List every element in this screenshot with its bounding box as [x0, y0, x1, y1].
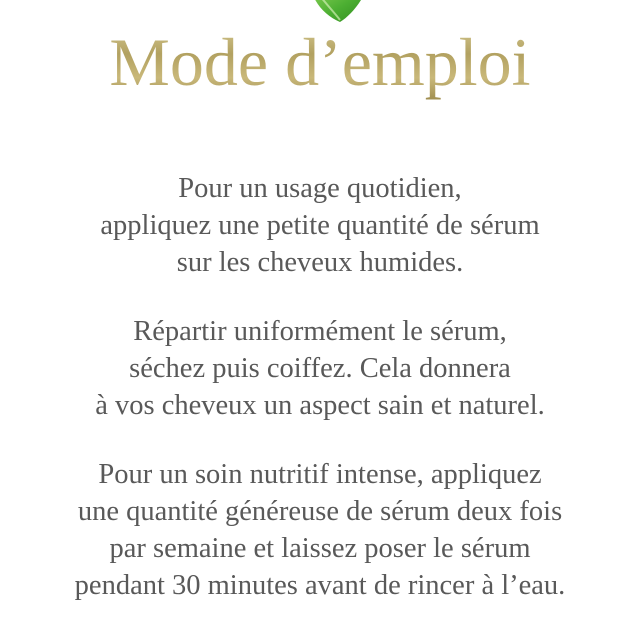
text-line: pendant 30 minutes avant de rincer à l’eau.	[74, 570, 566, 601]
instruction-paragraph-intense	[0, 456, 640, 604]
text-line: Pour un soin nutritif intense, appliquez	[98, 459, 542, 490]
instructions-body	[0, 170, 640, 636]
text-line: à vos cheveux un aspect sain et naturel.	[95, 390, 545, 421]
instruction-paragraph-spread	[0, 313, 640, 424]
text-line: par semaine et laissez poser le sérum	[109, 533, 531, 564]
text-line: appliquez une petite quantité de sérum	[100, 210, 540, 241]
text-line: sur les cheveux humides.	[176, 247, 464, 278]
page-title: Mode d’emploi	[0, 22, 640, 102]
text-line: Répartir uniformément le sérum,	[133, 316, 507, 347]
text-line: Pour un usage quotidien,	[178, 173, 462, 204]
text-line: séchez puis coiffez. Cela donnera	[129, 353, 511, 384]
instruction-paragraph-daily	[0, 170, 640, 281]
text-line: une quantité généreuse de sérum deux fois	[77, 496, 563, 527]
